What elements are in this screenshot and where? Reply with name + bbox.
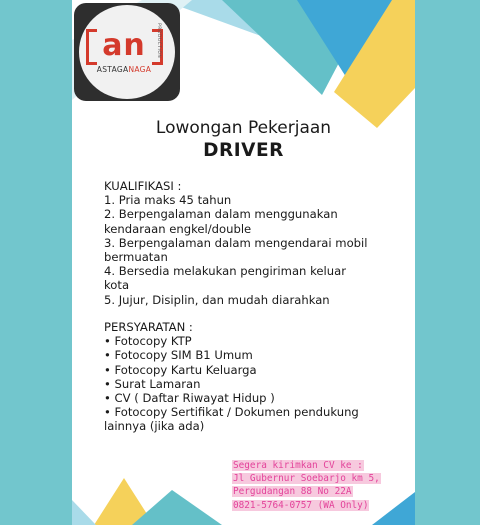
requirement-line: • Fotocopy SIM B1 Umum [104, 348, 253, 363]
deco-bottom-teal [132, 490, 222, 525]
section-title: PERSYARATAN : [104, 320, 193, 334]
requirement-line: • Fotocopy KTP [104, 334, 192, 349]
contact-address-line: Jl Gubernur Soebarjo km 5, [233, 473, 380, 485]
contact-phone-line: 0821-5764-0757 (WA Only) [233, 499, 369, 511]
qualification-line: 5. Jujur, Disiplin, dan mudah diarahkan [104, 292, 330, 307]
heading-job-title: DRIVER [203, 140, 284, 161]
requirement-line: lainnya (jika ada) [104, 419, 205, 434]
requirement-line: • Fotocopy Kartu Keluarga [104, 362, 257, 377]
heading-line-1: Lowongan Pekerjaan [155, 118, 332, 138]
logo-name-left: ASTAGA [96, 65, 129, 74]
job-poster [72, 0, 415, 525]
contact-address-line: Pergudangan 88 No 22A [233, 486, 352, 498]
requirements-section [104, 320, 404, 434]
logo-name-right: NAGA [128, 65, 152, 74]
qualification-line: 3. Berpengalaman dalam mengendarai mobil [104, 235, 368, 250]
requirement-line: • CV ( Daftar Riwayat Hidup ) [104, 391, 275, 406]
requirement-line: • Surat Lamaran [104, 376, 201, 391]
logo-name [84, 65, 164, 74]
qualification-line: kota [104, 278, 130, 293]
qualification-line: 1. Pria maks 45 tahun [104, 193, 232, 208]
contact-box [232, 459, 414, 512]
requirement-line: • Fotocopy Sertifikat / Dokumen pendukung [104, 405, 359, 420]
contact-line: Segera kirimkan CV ke : [233, 460, 363, 471]
logo-tagline: PRODUCTION [156, 23, 161, 59]
qualification-line: 2. Berpengalaman dalam menggunakan [104, 207, 338, 222]
qualification-line: 4. Bersedia melakukan pengiriman keluar [104, 264, 346, 279]
qualification-line: bermuatan [104, 250, 168, 265]
section-title: KUALIFIKASI : [104, 179, 182, 193]
deco-bottom-pale [72, 500, 96, 525]
qualification-line: kendaraan engkel/double [104, 221, 252, 236]
qualifications-section [104, 179, 404, 307]
logo-mark: an [102, 28, 146, 63]
company-logo [74, 3, 180, 101]
